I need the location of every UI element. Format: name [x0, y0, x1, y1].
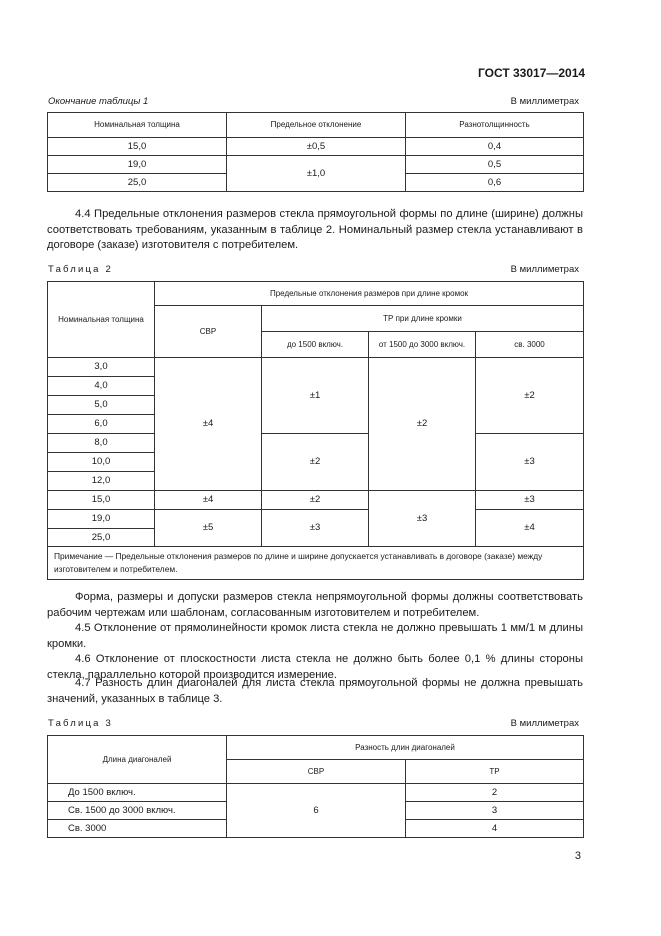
table3-header-svr: СВР [227, 760, 406, 784]
table2-cell-thickness: 3,0 [48, 358, 155, 377]
table1-cell-variation: 0,5 [406, 156, 584, 174]
table3-cell-length: Св. 1500 до 3000 включ. [48, 802, 227, 820]
table2-cell-tr3: ±2 [476, 358, 584, 434]
table3-cell-tr: 2 [406, 784, 584, 802]
table3-cell-length: До 1500 включ. [48, 784, 227, 802]
table3-unit: В миллиметрах [510, 718, 579, 729]
table2-cell-svr: ±5 [155, 510, 262, 547]
table2-cell-thickness: 4,0 [48, 377, 155, 396]
table1-header-deviation: Предельное отклонение [227, 113, 406, 138]
paragraph-4-4: 4.4 Предельные отклонения размеров стекла прямоугольной формы по длине (ширине) должны соответствовать требованиям, указанным в таблице 2. Номинальный размер стекла устанавливают в договоре (заказе) изготовителя с потребителем. [47, 208, 583, 252]
table1-cell-variation: 0,4 [406, 138, 584, 156]
table1-cell-deviation: ±0,5 [227, 138, 406, 156]
table2-cell-thickness: 15,0 [48, 491, 155, 510]
table2-cell-thickness: 10,0 [48, 453, 155, 472]
table2-cell-thickness: 12,0 [48, 472, 155, 491]
table-2 [47, 281, 584, 580]
table2-cell-tr1: ±2 [262, 434, 369, 491]
table1-caption: Окончание таблицы 1 [48, 96, 149, 107]
table2-cell-tr3: ±3 [476, 491, 584, 510]
table-3 [47, 735, 584, 838]
table2-cell-thickness: 6,0 [48, 415, 155, 434]
table2-cell-tr2: ±3 [369, 491, 476, 547]
table3-cell-length: Св. 3000 [48, 820, 227, 838]
page-number: 3 [574, 850, 581, 862]
table3-cell-svr: 6 [227, 784, 406, 838]
table2-header-tr-1: до 1500 включ. [262, 332, 369, 358]
paragraph-4-6: 4.6 Отклонение от плоскостности листа стекла не должно быть более 0,1 % длины стороны стекла, параллельно которой производится измерение. [47, 653, 583, 681]
table-row [48, 358, 584, 377]
table2-header-tr: ТР при длине кромки [262, 306, 584, 332]
table2-unit: В миллиметрах [510, 264, 579, 275]
table3-header-length: Длина диагоналей [48, 736, 227, 784]
table2-cell-thickness: 25,0 [48, 529, 155, 547]
table1-header-variation: Разнотолщинность [406, 113, 584, 138]
table2-header-tr-2: от 1500 до 3000 включ. [369, 332, 476, 358]
table-row [48, 156, 584, 174]
table-row [48, 510, 584, 529]
paragraph-4-7: 4.7 Разность длин диагоналей для листа стекла прямоугольной формы не должна превышать значений, указанных в таблице 3. [47, 677, 583, 705]
table2-caption: Таблица 2 [48, 264, 113, 275]
table-row [48, 138, 584, 156]
table-row [48, 491, 584, 510]
table2-cell-thickness: 19,0 [48, 510, 155, 529]
table2-header-svr: СВР [155, 306, 262, 358]
table-1 [47, 112, 584, 192]
table2-cell-thickness: 8,0 [48, 434, 155, 453]
table1-unit: В миллиметрах [510, 96, 579, 107]
standard-designation: ГОСТ 33017—2014 [478, 66, 586, 80]
table1-cell-thickness: 15,0 [48, 138, 227, 156]
table2-header-deviation: Предельные отклонения размеров при длине кромок [155, 282, 584, 306]
table2-cell-svr: ±4 [155, 491, 262, 510]
table3-caption: Таблица 3 [48, 718, 113, 729]
table2-header-tr-3: св. 3000 [476, 332, 584, 358]
table2-cell-tr3: ±4 [476, 510, 584, 547]
paragraph-shape: Форма, размеры и допуски размеров стекла непрямоугольной формы должны соответствовать рабочим чертежам или шаблонам, согласованным изготовителем и потребителем. [47, 591, 583, 619]
table1-cell-deviation: ±1,0 [227, 156, 406, 192]
table2-cell-tr1: ±2 [262, 491, 369, 510]
table2-cell-tr1: ±3 [262, 510, 369, 547]
table3-header-tr: ТР [406, 760, 584, 784]
table2-cell-thickness: 5,0 [48, 396, 155, 415]
table2-note: Примечание — Предельные отклонения размеров по длине и ширине допускается устанавливать в договоре (заказе) между изготовителем и потребителем. [48, 547, 584, 580]
table2-cell-tr2: ±2 [369, 358, 476, 491]
table3-cell-tr: 3 [406, 802, 584, 820]
table2-header-thickness: Номинальная толщина [48, 282, 155, 358]
table1-cell-variation: 0,6 [406, 174, 584, 192]
table1-header-thickness: Номинальная толщина [48, 113, 227, 138]
paragraph-4-5: 4.5 Отклонение от прямолинейности кромок листа стекла не должно превышать 1 мм/1 м длины кромки. [47, 622, 583, 650]
table-row [48, 784, 584, 802]
table3-header-diff: Разность длин диагоналей [227, 736, 584, 760]
table-row [48, 434, 584, 453]
table2-cell-tr1: ±1 [262, 358, 369, 434]
table1-cell-thickness: 19,0 [48, 156, 227, 174]
table2-cell-tr3: ±3 [476, 434, 584, 491]
table1-cell-thickness: 25,0 [48, 174, 227, 192]
table2-cell-svr: ±4 [155, 358, 262, 491]
table3-cell-tr: 4 [406, 820, 584, 838]
